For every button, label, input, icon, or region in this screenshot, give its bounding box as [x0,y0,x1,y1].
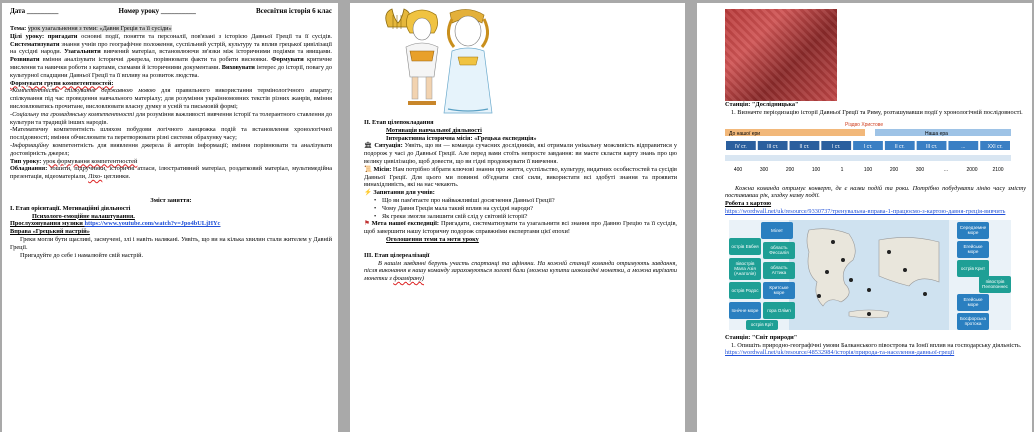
timeline-century-label: ІІІ ст. [925,143,938,150]
map-tag[interactable]: гора Олімп [763,302,795,319]
goals-text: Виховувати [221,63,255,71]
map-tag[interactable]: область Фессалія [763,242,795,259]
situation-paragraph [364,142,677,165]
goals-text: інтерес до історії, повагу до культурної спадщини Давньої Греції та її впливу на розвиток людства. [10,63,333,79]
timeline-year-label: 300 [759,166,769,173]
map-tag[interactable]: Босфорська протока [957,313,989,330]
lesson-type-label: Тип уроку: [10,157,42,165]
goals-text: вміння аналізувати історичні джерела, порівнювати факти та робити висновки. [39,56,272,64]
competency-text: компетентність для виявлення джерела й авторів інформації; вміння порівнювати та аналізувати достовірність джерел; [10,141,332,157]
goals-text: вивчений матеріал, встановлюючи зв'язки між історичними подіями та явищами. [100,48,332,56]
map-link[interactable]: https://wordwall.net/uk/resource/9330737/тренувальна-вправа-1-працюємо-з-картою-давня-греція-вивчить [725,207,1006,215]
stage1-paragraph: Греки могли бути щасливі, засмучені, злі і навіть налякані. Уявіть, що ви на кілька хвилин стали жителем у Давній Греції. [10,235,332,251]
topic-line [10,25,332,33]
goals-text: критичне мислення та навички роботи з картами, схемами й історичними документами. [10,56,333,71]
mission-text: Нам потрібно зібрати ключові знання про життя, суспільство, культуру, видатних особистостей та сусідів Давньої Греції. Для цього ми повинні об'єднати свої сили, використати всі здобуті знання та проявити винахідливість, які на нас чекають. [364,165,677,189]
competency-name: -Інформаційну [10,141,49,149]
competency-item [10,111,332,127]
timeline-ce-label: Наша ера [925,130,948,137]
stage2-subtitle: Мотивація навчальної діяльності [386,126,482,134]
contents-title: Зміст заняття: [150,196,192,204]
timeline-year-label: 2000 [966,166,978,173]
map-tag[interactable]: Середземне море [957,222,989,239]
music-line [10,220,332,228]
map-tag[interactable]: півострів Мала Азія (Анатолія) [729,258,761,280]
stage3-paragraph [364,260,677,283]
timeline-year-label: 100 [863,166,873,173]
competency-item [10,142,332,158]
timeline [725,121,1026,179]
goals-text: знання учнів про географічне положення, суспільний устрій, культуру та вплив грецької цивілізації на сусідні народи. [10,40,332,56]
question-item: • Що ви пам'ятаєте про найважливіші досягнення Давньої Греції? [364,197,677,205]
goals-text: Розвивати [10,56,40,64]
competency-text: для правильного використання термінологічного апарату; спілкування під час проведення навчального матеріалу; для розуміння українномовних текстів різних жанрів, вміння висловлюватись прочитане, висловлювати власну думку в усній та письмовій формі; [10,87,332,110]
situation-text: Уявіть, що ви — команда сучасних дослідників, які отримали унікальну можливість відправитися у подорож у часі до Давньої Греції. Але перед вами стоїть непросте завдання: ви маєте скласти карту знань про цю велику цивілізацію, щоб довести, що ви гідні продовжувати її вивчення. [364,142,677,165]
topic-label: Тема: [10,25,27,32]
questions-label: Запитання для учнів: [373,189,435,197]
competency-name: -Компетентність спілкування державною мовою [10,87,156,95]
exercise-title: Вправа «Грецький настрій» [10,228,90,236]
timeline-christ-label: Різдво Христове [845,121,884,128]
goals-text: Систематизувати [10,40,60,48]
station2-link-line [725,349,1026,357]
goals-text: Узагальнити [64,48,101,56]
goal-paragraph [364,220,677,236]
timeline-year-label: 400 [733,166,743,173]
lesson-goals [10,33,332,80]
equipment-tail: цеглинки. [103,173,131,181]
map-tag[interactable]: Мілет [761,222,793,239]
timeline-year-label: 1 [840,166,844,173]
document-page-1 [2,3,338,432]
competency-name: -Соціальну та громадянську компетентності [10,110,135,118]
stage2-title: ІІ. Етап цілепокладання [364,119,434,126]
illustration [378,7,677,119]
red-sparkle-photo [725,9,837,101]
station2-link[interactable]: https://wordwall.net/uk/resource/48532984/історія/природа-та-населення-давньої-греції [725,349,955,357]
stage3-tail: фоамірану) [393,275,425,283]
date-field[interactable]: Дата _________ [10,7,59,15]
timeline-century-label: І ст. [863,143,873,150]
goal-text: Пригадати, систематизувати та узагальнити всі знання про Давню Грецію та її сусідів, щоб завершити нашу історичну подорож справжніми експертами цієї епохи! [364,220,677,236]
scroll-icon: 📜 [364,165,372,173]
situation-label: Ситуація: [374,142,403,150]
competency-text: для розуміння важливості вивчення історії та толерантного ставлення до культури та традицій інших народів. [10,110,332,126]
stage3-title: ІІІ. Етап цілереалізації [364,251,430,259]
museum-icon: 🏛 [364,142,373,150]
timeline-century-label: ... [961,143,966,150]
timeline-graphic [725,121,1011,179]
goal-label: Мета нашої експедиції: [371,220,439,228]
timeline-century-label: ІV ст. [735,143,747,150]
timeline-axis [725,155,1011,161]
station1-task: 1. Визначте періодизацію історії Давньої Греції та Риму, розташувавши події у хронологічній послідовності. [731,108,1023,116]
timeline-century-label: ІІ ст. [799,143,810,150]
timeline-bottom-labels [734,167,1004,173]
greece-map [729,220,1011,330]
lesson-type-value: урок формування компетентностей [42,157,138,165]
equipment-tail: Ліхо- [88,173,103,181]
map-tag[interactable]: острів Кріт [746,320,778,330]
goals-text: Формувати [271,56,304,64]
timeline-century-label: ХХІ ст. [987,143,1003,150]
music-label: Прослуховування музики [10,220,85,228]
lesson-type [10,158,332,166]
stage1-paragraph: Пригадуйте до себе і намалюйте свій настрій. [20,251,144,259]
woman-costume-icon [444,9,492,113]
equipment-label: Обладнання: [10,165,48,173]
map-tag[interactable]: Критське море [763,282,795,299]
timeline-century-label: І ст. [832,143,841,150]
timeline-year-label: 200 [889,166,899,173]
document-page-3 [697,3,1032,432]
lesson-number-field[interactable]: Номер уроку __________ [118,7,196,15]
stage1-subtitle: Психолого-емоційне налаштування. [32,212,135,220]
station2-label: Станція: "Світ природи" [725,333,798,341]
stage1-title: І. Етап орієнтації. Мотиваційні діяльності [10,204,131,212]
timeline-year-label: 100 [811,166,821,173]
timeline-year-label: ... [943,166,949,173]
map-link-line [725,208,1026,216]
timeline-year-label: 200 [785,166,795,173]
goals-text: пригадати [47,32,78,40]
question-item: • Чому Давня Греція мала такий вплив на сусідні народи? [364,205,677,213]
goals-text: основні події, поняття та персоналії, пов'язані з історією Давньої Греції та її сусідів. [77,32,332,40]
goals-label: Цілі уроку: [10,32,45,40]
mission-label: Місія: [373,165,392,173]
timeline-century-label: ІІІ ст. [767,143,779,150]
map-tag[interactable]: острів Родос [729,282,761,299]
station1-label: Станція: "Дослідницька" [725,101,799,108]
map-tag[interactable]: Егейське море [957,241,989,258]
question-item: • Як греки змогли залишити свій слід у світовій історії? [364,213,677,221]
competencies-heading [10,80,332,88]
timeline-top-labels [726,141,1010,150]
equipment-value: зошити, підручники, історичні атласи, ілюстративний матеріал, роздатковий матеріал, мультимедійна презентація, відеоматеріали, [10,165,333,181]
map-tag[interactable]: острів Евбея [729,238,761,255]
topic-value[interactable]: урок узагальнення з теми: «Давня Греція та її сусіди» [27,25,172,32]
lesson-header [10,7,332,15]
map-tag[interactable]: острів Крит [957,260,989,277]
timeline-year-label: 2100 [992,166,1004,173]
timeline-year-label: 300 [915,166,925,173]
stage3-text: В нашім завданні беруть участь спартанці та афіняни. На кожній станції команди отримують завдання, після виконання в нашу команду зараховуються золоті бали (можна купити шоколадні монетки, а можна вирізати монетки з [364,259,677,283]
greek-costumes-illustration [378,7,508,119]
flag-icon: ⚑ [364,220,370,228]
map-tag[interactable]: Егейське море [957,294,989,311]
course-title: Всесвітня історія 6 клас [256,7,332,15]
music-link[interactable]: https://www.youtube.com/watch?v=Jpo4bULjHYc [84,220,221,228]
competency-item: -Математичну компетентність шляхом побудови логічного ланцюжка подій та встановлення хронологічної послідовності; вміння обчислювати та перетворювати різні системи обрахунку часу; [10,126,332,142]
map-work-label: Робота з картою [725,200,772,208]
questions-heading [364,189,677,197]
station2-task: 1. Опишіть природно-географічні умови Балканського півострова та Іонії вплив на господарську діяльність. [731,341,1022,349]
equipment [10,165,332,181]
station1-note: Кожна команда отримує конверт, де є назви подій та роки. Потрібно побудувати лінію часу змісту поставивши рік, згадку назву події. [725,184,1026,200]
mission-paragraph [364,166,677,189]
man-costume-icon [406,10,438,105]
competencies-label: Формувати групи компетентностей: [10,79,114,87]
lightning-icon: ⚡ [364,189,372,197]
mission-title: Інтерактивна історична місія: «Грецька експедиція» [386,134,537,142]
timeline-century-label: ІІ ст. [894,143,905,150]
timeline-bce-label: До нашої ери [729,130,761,137]
announcement: Оголошення теми та мети уроку [386,235,479,243]
map-tag[interactable]: Іонічне море [729,302,761,319]
document-page-2 [350,3,685,432]
map-tag[interactable]: область Аттика [763,262,795,279]
competency-item [10,87,332,110]
map-tag[interactable]: півострів Пелопоннес [979,276,1011,293]
